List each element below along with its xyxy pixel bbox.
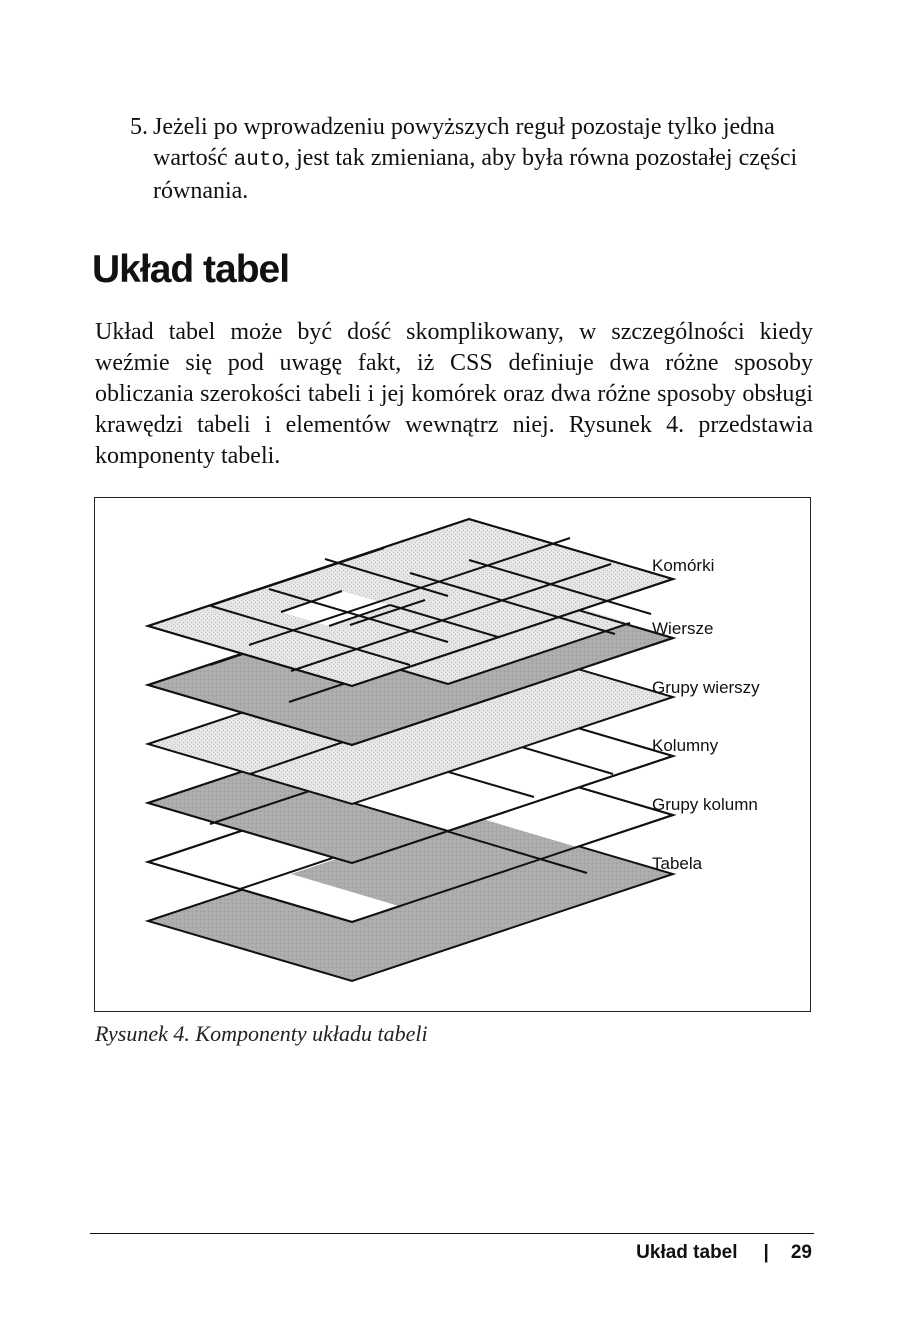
label-grupy-wierszy: Grupy wierszy <box>652 678 760 697</box>
section-heading: Układ tabel <box>92 248 290 291</box>
label-tabela: Tabela <box>652 854 703 873</box>
inline-code: auto <box>233 149 285 172</box>
list-text-after: , jest tak zmieniana, aby była równa pozostałej części równania. <box>153 145 798 204</box>
list-number: 5. <box>130 114 148 140</box>
page-number: 29 <box>790 1242 812 1263</box>
footer-section-title: Układ tabel <box>636 1242 738 1263</box>
footer-divider <box>90 1233 814 1234</box>
layer-labels <box>652 556 760 873</box>
table-layers-diagram <box>95 498 812 1013</box>
list-text-before: Jeżeli po wprowadzeniu powyższych reguł pozostaje tylko jedna wartość <box>153 114 775 171</box>
figure-caption: Rysunek 4. Komponenty układu tabeli <box>95 1021 428 1046</box>
body-paragraph: Układ tabel może być dość skomplikowany, w szczególności kiedy weźmie się pod uwagę fakt, iż CSS definiuje dwa różne sposoby obliczania szerokości tabeli i jej komórek oraz dwa różne sposoby obsługi krawędzi tabeli i elementów wewnątrz niej. Rysunek 4. przedstawia komponenty tabeli. <box>95 319 813 469</box>
numbered-list-item <box>130 112 820 207</box>
page-footer <box>636 1242 812 1264</box>
label-grupy-kolumn: Grupy kolumn <box>652 795 758 814</box>
label-wiersze: Wiersze <box>652 619 714 638</box>
label-komorki: Komórki <box>652 556 715 575</box>
figure-table-components <box>94 497 811 1012</box>
footer-separator: | <box>763 1242 769 1263</box>
label-kolumny: Kolumny <box>652 736 719 755</box>
list-item-text <box>153 112 820 207</box>
